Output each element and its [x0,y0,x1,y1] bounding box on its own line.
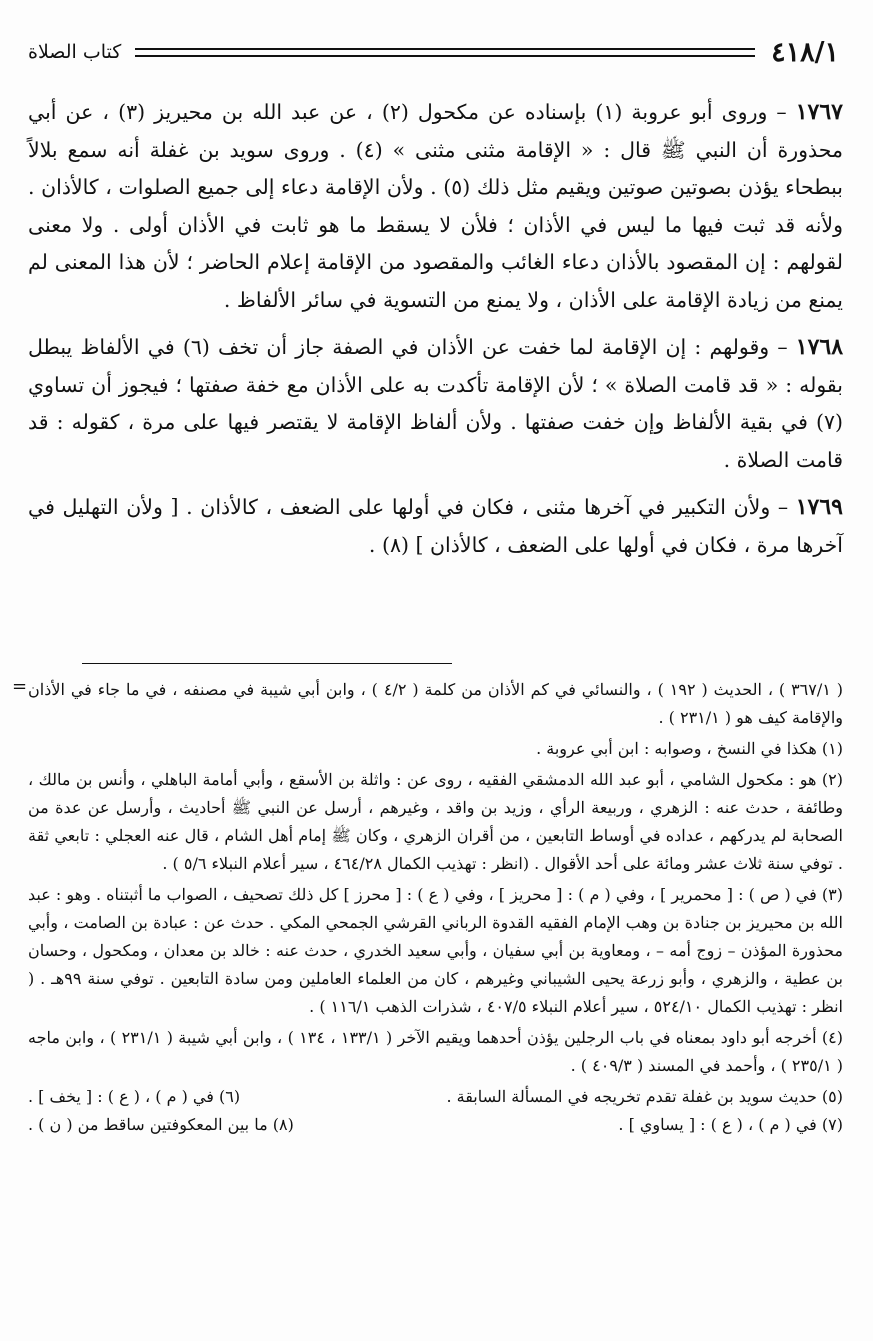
footnote-5: (٥) حديث سويد بن غفلة تقدم تخريجه في المسألة السابقة . [446,1087,843,1106]
paragraph-text: – ولأن التكبير في آخرها مثنى ، فكان في أولها على الضعف ، كالأذان . [ ولأن التهليل في آخرها مرة ، فكان في أولها على الضعف ، كالأذان ] (٨) . [28,495,843,557]
footnote-6: (٦) في ( م ) ، ( ع ) : [ يخف ] . [28,1087,241,1106]
page-number: ٤١٨/١ [771,36,839,68]
continuation-mark: = [12,676,28,697]
paragraph-text: – وروى أبو عروبة (١) بإسناده عن مكحول (٢) ، عن عبد الله بن محيريز (٣) ، عن أبي محذورة أن النبي ﷺ قال : « الإقامة مثنى مثنى » (٤) . وروى سويد بن غفلة أنه سمع بلالاً ببطحاء يؤذن بصوتين صوتين ويقيم مثل ذلك (٥) . ولأن الإقامة دعاء إلى جميع الصلوات ، كالأذان . ولأنه قد ثبت فيها ما ليس في الأذان ؛ فلأن لا يسقط ما هو ثابت في الأذان أولى . ولا معنى لقولهم : إن المقصود بالأذان دعاء الغائب والمقصود من الإقامة إعلام الحاضر ؛ لأن هذا المعنى لم يمنع من زيادة الإقامة على الأذان ، ولا يمنع من التسوية في سائر الألفاظ . [28,100,843,312]
footnote-4: (٤) أخرجه أبو داود بمعناه في باب الرجلين يؤذن أحدهما ويقيم الآخر ( ١٣٣/١ ، ١٣٤ ) ، وابن أبي شيبة ( ٢٣١/١ ) ، وابن ماجه ( ٢٣٥/١ ) ، وأحمد في المسند ( ٤٠٩/٣ ) . [28,1028,843,1075]
header-rule [135,48,755,57]
footnotes [28,676,843,1139]
paragraph-1768 [28,329,843,479]
paragraph-1769 [28,489,843,564]
paragraph-number: ١٧٦٩ [795,494,843,520]
footnote-8: (٨) ما بين المعكوفتين ساقط من ( ن ) . [28,1115,294,1134]
footnote-continued: ( ٣٦٧/١ ) ، الحديث ( ١٩٢ ) ، والنسائي في كم الأذان من كلمة ( ٤/٢ ) ، وابن أبي شيبة في مصنفه ، في ما جاء في الأذان والإقامة كيف هو ( ٢٣١/١ ) . [28,680,844,727]
main-text [28,94,843,574]
book-title: كتاب الصلاة [28,41,122,63]
running-header [28,32,839,72]
paragraph-1767 [28,94,843,319]
footnote-separator [82,663,452,664]
paragraph-text: – وقولهم : إن الإقامة لما خفت عن الأذان في الصفة جاز أن تخف (٦) في الألفاظ يبطل بقوله : « قد قامت الصلاة » ؛ لأن الإقامة تأكدت به على الأذان مع خفة صفتها ؛ فيجوز أن تساوي (٧) في بقية الألفاظ وإن خفت صفتها . ولأن ألفاظ الإقامة لا يقتصر فيها على مرة ، كقوله : قد قامت الصلاة . [28,335,843,472]
footnote-7: (٧) في ( م ) ، ( ع ) : [ يساوي ] . [618,1115,843,1134]
footnote-row-5-6 [28,1083,843,1111]
footnote-1: (١) هكذا في النسخ ، وصوابه : ابن أبي عروبة . [536,739,843,758]
footnote-row-7-8 [28,1111,843,1139]
paragraph-number: ١٧٦٧ [795,99,843,125]
footnote-3: (٣) في ( ص ) : [ محمرير ] ، وفي ( م ) : [ محريز ] ، وفي ( ع ) : [ محرز ] كل ذلك تصحيف ، الصواب ما أثبتناه . وهو : عبد الله بن محيريز بن جنادة بن وهب الإمام الفقيه القدوة الرباني القرشي الجمحي المكي . حدث عن : عبادة بن الصامت ، وأبي محذورة المؤذن – زوج أمه – ، ومعاوية بن أبي سفيان ، وأبي سعيد الخدري ، حدث عنه : خالد بن معدان ، ومكحول ، وحسان بن عطية ، والزهري ، وأبو زرعة يحيى الشيباني وغيرهم ، كان من العلماء العاملين ومن سادة التابعين . توفي سنة ٩٩هـ . ( انظر : تهذيب الكمال ٥٢٤/١٠ ، سير أعلام النبلاء ٤٠٧/٥ ، شذرات الذهب ١١٦/١ ) . [28,885,844,1016]
footnote-2: (٢) هو : مكحول الشامي ، أبو عبد الله الدمشقي الفقيه ، روى عن : واثلة بن الأسقع ، وأبي أمامة الباهلي ، وأنس بن مالك ، وطائفة ، حدث عنه : الزهري ، وربيعة الرأي ، وزيد بن واقد ، وغيرهم ، أرسل عن النبي ﷺ أحاديث ، وأرسل عن عدة من الصحابة لم يدركهم ، عداده في أوساط التابعين ، من أقران الزهري ، وكان ﷺ إمام أهل الشام ، قال عنه العجلي : تابعي ثقة . توفي سنة ثلاث عشر ومائة على أحد الأقوال . (انظر : تهذيب الكمال ٤٦٤/٢٨ ، سير أعلام النبلاء ٥/٦ ) . [28,770,844,873]
paragraph-number: ١٧٦٨ [795,334,844,360]
